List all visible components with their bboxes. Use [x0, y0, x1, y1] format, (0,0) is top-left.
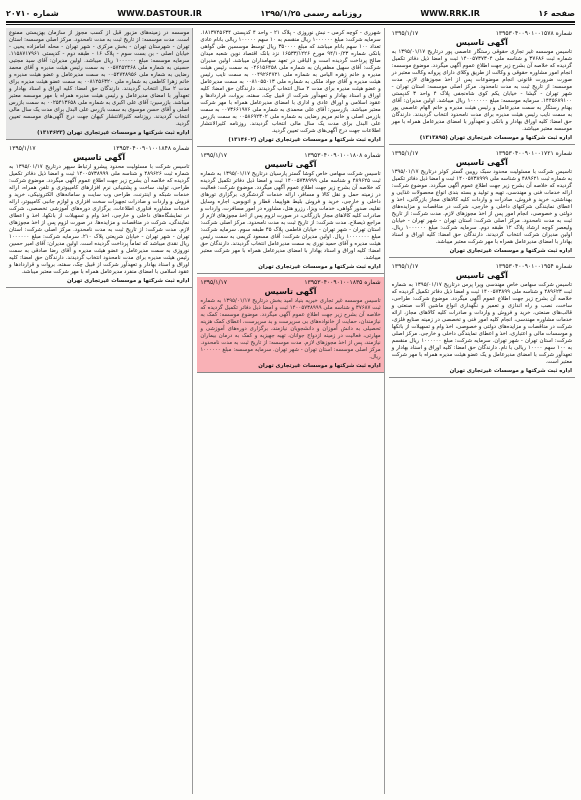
notice-footer: اداره ثبت شرکتها و موسسات غیرتجاری تهران	[258, 363, 381, 369]
notice-ref: شماره ۱۳۹۵۳۰۴۰۰۹۰۱۰۰۱۷۲۱	[495, 150, 572, 157]
notice-body: موسسه در زمینه‌های مزبور قبل از کسب مجوز از سازمان بهزیستی ممنوع است. مدت موسسه: از تاریخ ثبت به مدت نامحدود. مرکز اصلی موسسه: استان تهران - شهرستان تهران - بخش مرکزی - شهر تهران - محله امامزاده یحیی - خیابان اصلی - بن بست سوم - پلاک ۱۶ - طبقه دوم - کدپستی ۱۱۵۸۷۱۷۹۶۱. سرمایه موسسه: مبلغ ۱۰۰۰۰۰۰ ریال میباشد. اولین مدیران: آقای سید مجتبی حسینی به شماره ملی ۰۰۵۷۴۵۲۳۶۸ به سمت رئیس هیئت مدیره و آقای محمد رضایی به شماره ملی ۰۰۵۴۷۴۸۹۵۶ به سمت مدیرعامل و عضو هیئت مدیره و خانم زهرا کاظمی به شماره ملی ۰۰۸۱۲۵۶۳۲۰ به سمت عضو هیئت مدیره برای مدت ۲ سال انتخاب گردیدند. دارندگان حق امضا: کلیه اوراق و اسناد بهادار و تعهدآور با امضای مدیرعامل و رئیس هیئت مدیره همراه با مهر موسسه معتبر میباشد. بازرسین: آقای علی اکبری به شماره ملی ۰۰۲۵۴۱۳۶۵۸ به سمت بازرس اصلی و آقای حسن موسوی به سمت بازرس علی البدل برای مدت یک سال مالی انتخاب گردیدند. روزنامه کثیرالانتشار کیهان جهت درج آگهی‌های موسسه تعیین گردید.	[9, 30, 190, 127]
notice-block	[6, 28, 192, 140]
notice-meta	[9, 145, 189, 152]
notice-body: تاسیس موسسه غیر تجاری حقوقی رستگار عاصمی پور درتاریخ ۱۳۹۵/۰۱/۱۷ به شماره ثبت ۳۷۶۸۶ و شناسه ملی ۱۴۰۰۵۷۳۷۳۰۴ ثبت و امضا ذیل دفاتر تکمیل گردیده که خلاصه آن بشرح زیر جهت اطلاع عموم آگهی میگردد. موضوع موسسه: انجام امور مشاوره حقوقی و وکالت از طریق وکلای دارای پروانه وکالت معتبر در صورت ضرورت قانونی انجام موضوعات پس از اخذ مجوزهای لازم. مدت موسسه: از تاریخ ثبت به مدت نامحدود. مرکز اصلی موسسه: استان تهران - شهر تهران - گیشا - خیابان یکم کوی شاه‌نجفی پلاک ۴ واحد ۳ کدپستی ۱۴۴۵۶۸۹۱۰۰. سرمایه موسسه: مبلغ ۱۰۰۰۰۰۰ ریال میباشد. اولین مدیران: آقای بهنام رستگار به سمت مدیرعامل و رئیس هیئت مدیره و خانم الهام عاصمی پور به سمت نایب رئیس هیئت مدیره برای مدت نامحدود انتخاب گردیدند. دارندگان حق امضا: کلیه اوراق بهادار و بانکی و تعهدآور با امضای مدیرعامل همراه با مهر موسسه معتبر میباشد.	[391, 49, 572, 132]
notice-title: آگهی تاسیس	[73, 153, 126, 162]
notice-ref: شماره ۱۳۹۵۳۰۴۰۰۹۰۱۰۰۱۵۷۸	[495, 30, 572, 37]
notice-meta	[392, 263, 572, 270]
notice-block	[389, 28, 575, 145]
notice-body: تاسیس شرکت سهامی خاص کوشا گستر پارسیان درتاریخ ۱۳۹۵/۰۱/۱۷ به شماره ثبت ۴۸۹۶۲۵ و شناسه ملی ۱۴۰۰۵۷۳۸۹۹۹ ثبت و امضا ذیل دفاتر تکمیل گردیده که خلاصه آن بشرح زیر جهت اطلاع عموم آگهی میگردد. موضوع شرکت: فعالیت در زمینه حمل و نقل کالا و مسافر، ارائه خدمات گردشگری، برگزاری تورهای داخلی و خارجی، خرید و فروش بلیط هواپیما، قطار و اتوبوس، اجاره وسایل نقلیه، صدور گواهی، خدمات ویزا، رزرو هتل، مشاوره در امور مسافرت، واردات و صادرات کلیه کالاهای مجاز بازرگانی، در صورت لزوم پس از اخذ مجوزهای لازم از مراجع ذیصلاح. مدت شرکت: از تاریخ ثبت به مدت نامحدود. مرکز اصلی شرکت: استان تهران - شهر تهران - خیابان فاطمی پلاک ۴۵ طبقه سوم. سرمایه شرکت: مبلغ ۱۰۰۰۰۰۰۰ ریال. اولین مدیران شرکت: آقای مسعود کریمی به سمت رئیس هیئت مدیره و آقای حمید نوری به سمت مدیرعامل انتخاب گردیدند. دارندگان حق امضا: کلیه اوراق و اسناد بهادار با امضای مدیرعامل همراه با مهر شرکت معتبر میباشد.	[200, 171, 381, 261]
notice-block	[197, 277, 383, 373]
notice-footer: اداره ثبت شرکتها و موسسات غیرتجاری تهران (۱۳۱۳۸۹۵)	[419, 135, 572, 141]
right-site-link[interactable]: WWW.RRK.IR	[420, 8, 480, 18]
page-header	[6, 6, 575, 20]
notice-footer: اداره ثبت شرکتها و موسسات غیرتجاری تهران	[258, 264, 381, 270]
notice-title: آگهی تاسیس	[264, 160, 317, 169]
notice-title: آگهی تاسیس	[264, 287, 317, 296]
notice-body: تاسیس شرکت سهامی خاص مهندسی ویرا پرس درتاریخ ۱۳۹۵/۰۱/۱۷ به شماره ثبت ۴۸۹۶۲۳ و شناسه ملی ۱۴۰۰۵۷۳۸۹۹ ثبت و امضا ذیل دفاتر تکمیل گردیده که خلاصه آن بشرح زیر جهت اطلاع عموم آگهی میگردد. موضوع شرکت: طراحی، ساخت، نصب و راه اندازی و تعمیر و نگهداری انواع ماشین آلات صنعتی و قالب‌های صنعتی، خرید و فروش و واردات و صادرات کلیه کالاهای مجاز، ارائه خدمات مشاوره مهندسی، انجام کلیه امور فنی و تخصصی در زمینه صنایع فلزی، شرکت در مناقصات و مزایده‌های دولتی و خصوصی، اخذ وام و تسهیلات از بانکها و موسسات مالی و اعتباری، اخذ و اعطای نمایندگی داخلی و خارجی. مرکز اصلی شرکت: استان تهران - شهر تهران. سرمایه شرکت: مبلغ ۱۰۰۰۰۰۰ ریال منقسم به ۱۰۰ سهم ۱۰۰۰۰ ریالی با نام. دارندگان حق امضا: کلیه اوراق و اسناد بهادار و تعهدآور شرکت با امضای مدیرعامل و یک عضو هیئت مدیره همراه با مهر شرکت معتبر است.	[391, 282, 573, 365]
notice-title: آگهی تاسیس	[455, 271, 508, 280]
notice-title: آگهی تاسیس	[455, 38, 508, 47]
notice-body: شهرری - کوچه کرمی - نبش نوروزی - پلاک ۲۱ - واحد ۴ کدپستی ۱۸۱۳۷۴۵۶۳۴. سرمایه شرکت: مبلغ ۱۰۰۰۰۰۰ ریال منقسم به ۱۰ سهم ۱۰۰۰۰۰ ریالی بانام عادی تعداد ۱۰۰ سهم بانام میباشد که مبلغ ۳۵۰۰۰۰ ریال توسط موسسین طی گواهی بانکی شماره ۹۴/۱۰/۲۳ مورخ ۱۶۵۳۳/۱۲۲۶ نزد بانک اقتصاد نوین شعبه میدان صالح پرداخت گردیده است و الباقی در تعهد سهامداران میباشد. اولین مدیران شرکت: آقای سهیل مظفریان به شماره ملی ۰۴۶۱۵۶۴۵۸ به سمت رئیس هیئت مدیره و خانم زهره الیاس به شماره ملی ۰۰۴۹۲۶۴۷۲۱ به سمت نایب رئیس هیئت مدیره و آقای جواد ملکی به شماره ملی ۰۰۸۱۰۵۵۰۱۳ به سمت مدیرعامل و عضو هیئت مدیره برای مدت ۲ سال انتخاب گردیدند. دارندگان حق امضا: کلیه اوراق و اسناد بهادار و تعهدآور شرکت از قبیل چک، سفته، بروات، قراردادها و عقود اسلامی و اوراق عادی و اداری با امضای مدیرعامل همراه با مهر شرکت معتبر میباشد. بازرسین: آقای علی محمدی به شماره ملی ۰۰۷۳۶۶۱۹۷۶ به سمت بازرس اصلی و خانم مریم رضایی به شماره ملی ۰۰۵۸۶۹۲۳۰۲ به سمت بازرس علی البدل برای مدت یک سال مالی انتخاب گردیدند. روزنامه کثیرالانتشار اطلاعات جهت درج آگهی‌های شرکت تعیین گردید.	[200, 30, 381, 134]
page-number: صفحه ۱۶	[538, 8, 575, 18]
notice-ref: شماره ۱۳۹۵۳۰۴۰۰۹۰۱۰۰۱۸۴۸	[113, 145, 190, 152]
notice-body: تاسیس موسسه غیر تجاری خیریه بنیاد امید بخش درتاریخ ۱۳۹۵/۰۱/۱۷ به شماره ثبت ۳۷۶۸۷ و شناسه ملی ۱۴۰۰۵۷۳۸۹۹۹ ثبت و امضا ذیل دفاتر تکمیل گردیده که خلاصه آن بشرح زیر جهت اطلاع عموم آگهی میگردد. موضوع موسسه: کمک به نیازمندان، حمایت از خانواده‌های بی سرپرست و بد سرپرست، اعطای کمک هزینه تحصیلی به دانش آموزان و دانشجویان نیازمند، برگزاری دوره‌های آموزشی و مهارتی، فعالیت در زمینه ازدواج جوانان، تهیه جهیزیه و کمک به درمان بیماران نیازمند، پس از اخذ مجوزهای لازم. مدت موسسه: از تاریخ ثبت به مدت نامحدود. مرکز اصلی موسسه: استان تهران - شهر تهران. سرمایه موسسه: مبلغ ۱۰۰۰۰۰۰ ریال.	[200, 298, 381, 360]
notice-footer: اداره ثبت شرکتها و موسسات غیرتجاری تهران (۱۳۱۴۶۲۳)	[37, 130, 190, 136]
notice-ref: شماره ۱۳۹۵۳۰۴۰۰۹۰۱۰۰۱۸۰۸	[304, 152, 381, 159]
notice-date: ۱۳۹۵/۱/۱۷	[391, 263, 419, 270]
notice-block	[389, 148, 575, 258]
issue-number: شماره ۲۰۷۱۰	[6, 8, 59, 18]
newspaper-title: روزنامه رسمی ۱۳۹۵/۱/۲۵	[260, 8, 362, 18]
columns-container	[6, 28, 575, 794]
column-right	[389, 28, 575, 794]
notice-block	[389, 261, 575, 378]
notice-footer: اداره ثبت شرکتها و موسسات غیرتجاری تهران	[449, 248, 572, 254]
notice-body: تاسیس شرکت با مسئولیت محدود سبک رویین گستر کوثر درتاریخ ۱۳۹۵/۰۱/۱۷ به شماره ثبت ۴۸۹۶۲۱ و شناسه ملی ۱۴۰۰۵۷۳۸۹۹۹ ثبت و امضا ذیل دفاتر تکمیل گردیده که خلاصه آن بشرح زیر جهت اطلاع عموم آگهی میگردد. موضوع شرکت: ارائه خدمات فنی و مهندسی، تهیه و تولید و بسته بندی انواع محصولات غذایی و بهداشتی، خرید و فروش، صادرات و واردات کلیه کالاهای مجاز بازرگانی، اخذ و اعطای نمایندگی شرکتهای داخلی و خارجی، شرکت در مناقصات و مزایده‌های دولتی و خصوصی، انجام امور پس از اخذ مجوزهای لازم. مدت شرکت: از تاریخ ثبت به مدت نامحدود. مرکز اصلی شرکت: استان تهران - شهر تهران - خیابان ولیعصر کوچه ارشاد پلاک ۱۲ طبقه دوم. سرمایه شرکت: مبلغ ۱۰۰۰۰۰۰ ریال. اولین مدیران شرکت انتخاب گردیدند. دارندگان حق امضا: کلیه اوراق و اسناد بهادار با امضای مدیرعامل همراه با مهر شرکت معتبر میباشد.	[391, 169, 573, 245]
notice-title: آگهی تاسیس	[455, 158, 508, 167]
notice-ref: شماره ۱۳۹۵۳۰۴۰۰۹۰۱۰۰۱۸۳۵	[304, 279, 381, 286]
header-rule-thin	[6, 24, 575, 25]
notice-date: ۱۳۹۵/۱/۱۷	[200, 152, 227, 159]
notice-meta	[392, 30, 572, 37]
notice-footer: اداره ثبت شرکتها و موسسات غیرتجاری تهران	[66, 278, 190, 284]
notice-meta	[200, 279, 380, 286]
notice-meta	[392, 150, 572, 157]
notice-body: تاسیس شرکت با مسئولیت محدود پیشرو ارتباط سپهر درتاریخ ۱۳۹۵/۰۱/۱۷ به شماره ثبت ۴۸۹۶۲۶ و شناسه ملی ۱۴۰۰۵۷۳۸۹۹۹ ثبت و امضا ذیل دفاتر تکمیل گردیده که خلاصه آن بشرح زیر جهت اطلاع عموم آگهی میگردد. موضوع شرکت: طراحی، تولید، ساخت و پشتیبانی نرم افزارهای کامپیوتری و تلفن همراه، ارائه خدمات شبکه و اینترنت، طراحی وب سایت و سامانه‌های الکترونیکی، خرید و فروش و واردات و صادرات تجهیزات سخت افزاری و لوازم جانبی کامپیوتر، ارائه خدمات مشاوره فناوری اطلاعات، برگزاری دوره‌های آموزشی تخصصی، شرکت در نمایشگاه‌های داخلی و خارجی، اخذ وام و تسهیلات از بانکها، اخذ و اعطای نمایندگی، شرکت در مناقصات و مزایده‌ها. در صورت لزوم پس از اخذ مجوزهای لازم. مدت شرکت: از تاریخ ثبت به مدت نامحدود. مرکز اصلی شرکت: استان تهران - شهر تهران - خیابان شریعتی پلاک ۲۱۰. سرمایه شرکت: مبلغ ۱۰۰۰۰۰۰ ریال نقدی میباشد که تماماً پرداخت گردیده است. اولین مدیران: آقای امیر حسین نوروزی به سمت مدیرعامل و عضو هیئت مدیره و آقای رضا صادقی به سمت رئیس هیئت مدیره برای مدت نامحدود انتخاب گردیدند. دارندگان حق امضا: کلیه اوراق و اسناد بهادار و تعهدآور شرکت از قبیل چک، سفته، بروات و قراردادها و عقود اسلامی با امضای منفرد مدیرعامل همراه با مهر شرکت معتبر میباشد.	[9, 164, 190, 275]
notice-meta	[200, 152, 380, 159]
notice-date: ۱۳۹۵/۱/۱۷	[391, 150, 419, 157]
column-middle	[197, 28, 384, 794]
notice-date: ۱۳۹۵/۱/۱۷	[9, 145, 36, 152]
notice-date: ۱۳۹۵/۱/۱۷	[391, 30, 419, 37]
header-rule	[6, 21, 575, 23]
notice-footer: اداره ثبت شرکتها و موسسات غیرتجاری تهران	[449, 368, 572, 374]
left-site-link[interactable]: WWW.DASTOUR.IR	[117, 8, 202, 18]
column-left	[6, 28, 193, 794]
notice-block	[197, 28, 383, 147]
notice-date: ۱۳۹۵/۱/۱۷	[200, 279, 227, 286]
notice-block	[197, 150, 383, 274]
notice-block	[6, 143, 192, 288]
notice-footer: اداره ثبت شرکتها و موسسات غیرتجاری تهران (۱۳۱۴۶۰۲)	[228, 137, 381, 143]
notice-ref: شماره ۱۳۹۵۳۰۴۰۰۹۰۱۰۰۱۹۵۴	[495, 263, 572, 270]
